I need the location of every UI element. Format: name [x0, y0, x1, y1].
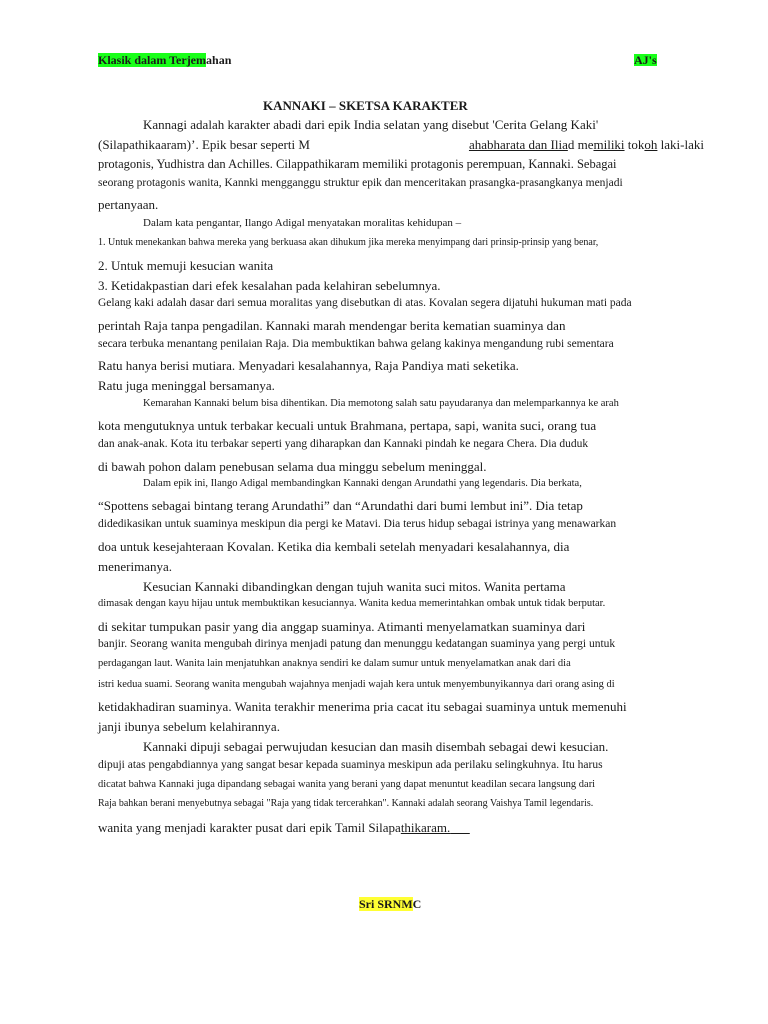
line-17: dan anak-anak. Kota itu terbakar seperti yang diharapkan dan Kannaki pindah ke negara Chera. Dia duduk	[98, 438, 589, 450]
line-19: Dalam epik ini, Ilango Adigal membandingkan Kannaki dengan Arundathi yang legendaris. Dia berkata,	[143, 478, 582, 489]
line-7: 1. Untuk menekankan bahwa mereka yang berkuasa akan dihukum jika mereka menyimpang dari prinsip-prinsip yang benar,	[98, 237, 599, 248]
line-12: secara terbuka menantang penilaian Raja. Dia membuktikan bahwa gelang kakinya mengandung rubi sementara	[98, 338, 614, 350]
line-36: wanita yang menjadi karakter pusat dari epik Tamil Silapathikaram.	[98, 820, 451, 835]
line-1: Kannagi adalah karakter abadi dari epik India selatan yang disebut 'Cerita Gelang Kaki'	[143, 117, 599, 132]
line-22: doa untuk kesejahteraan Kovalan. Ketika dia kembali setelah menyadari kesalahannya, dia	[98, 539, 570, 554]
header-left-highlight: Klasik dalam Terjem	[98, 53, 207, 67]
line-35: Raja bahkan berani menyebutnya sebagai "Raja yang tidak tercerahkan". Kannaki adalah seorang Vaishya Tamil legendaris.	[98, 798, 594, 809]
header-left-rest: ahan	[206, 53, 232, 67]
line-31: janji ibunya sebelum kelahirannya.	[98, 719, 280, 734]
line-6: Dalam kata pengantar, Ilango Adigal menyatakan moralitas kehidupan –	[143, 217, 462, 229]
header-right: AJ's	[634, 53, 657, 67]
line-9: 3. Ketidakpastian dari efek kesalahan pada kelahiran sebelumnya.	[98, 278, 441, 293]
line-5: pertanyaan.	[98, 197, 159, 212]
line-18: di bawah pohon dalam penebusan selama dua minggu sebelum meninggal.	[98, 459, 487, 474]
line-29: istri kedua suami. Seorang wanita mengubah wajahnya menjadi wajah kera untuk menyembunyikannya dari orang asing di	[98, 679, 615, 690]
line-34: dicatat bahwa Kannaki juga dipandang sebagai wanita yang berani yang dapat menuntut keadilan secara langsung dari	[98, 779, 596, 790]
line-32: Kannaki dipuji sebagai perwujudan kesucian dan masih disembah sebagai dewi kesucian.	[143, 739, 609, 754]
line-33: dipuji atas pengabdiannya yang sangat besar kepada suaminya meskipun ada perilaku selingkuhnya. Itu harus	[98, 759, 603, 771]
line-30: ketidakhadiran suaminya. Wanita terakhir menerima pria cacat itu sebagai suaminya untuk memenuhi	[98, 699, 627, 714]
line-8: 2. Untuk memuji kesucian wanita	[98, 258, 274, 273]
footer-rest: C	[412, 897, 422, 911]
line-10: Gelang kaki adalah dasar dari semua moralitas yang disebutkan di atas. Kovalan segera dijatuhi hukuman mati pada	[98, 297, 632, 309]
line-13: Ratu hanya berisi mutiara. Menyadari kesalahannya, Raja Pandiya mati seketika.	[98, 358, 519, 373]
footer-highlight: Sri SRNM	[359, 897, 413, 911]
line-25: dimasak dengan kayu hijau untuk membuktikan kesuciannya. Wanita kedua memerintahkan ombak untuk tidak berputar.	[98, 598, 606, 609]
footer-signature	[359, 898, 421, 910]
line-20: “Spottens sebagai bintang terang Arundathi” dan “Arundathi dari bumi lembut ini”. Dia tetap	[98, 498, 583, 513]
line-28: perdagangan laut. Wanita lain menjatuhkan anaknya sendiri ke dalam sumur untuk menyelamatkan anak dari dia	[98, 658, 571, 669]
line-14: Ratu juga meninggal bersamanya.	[98, 378, 275, 393]
line-23: menerimanya.	[98, 559, 172, 574]
line-24: Kesucian Kannaki dibandingkan dengan tujuh wanita suci mitos. Wanita pertama	[143, 579, 566, 594]
line-15: Kemarahan Kannaki belum bisa dihentikan. Dia memotong salah satu payudaranya dan melemparkannya ke arah	[143, 398, 619, 409]
line-27: banjir. Seorang wanita mengubah dirinya menjadi patung dan menunggu kedatangan suaminya yang pergi untuk	[98, 638, 616, 650]
line-3: protagonis, Yudhistra dan Achilles. Cilappathikaram memiliki protagonis perempuan, Kannaki. Sebagai	[98, 157, 617, 171]
line-2: (Silapathikaaram)’. Epik besar seperti M ahabharata dan Iliad memiliki tokoh laki-laki	[98, 137, 704, 152]
line-16: kota mengutuknya untuk terbakar kecuali untuk Brahmana, pertapa, sapi, wanita suci, orang tua	[98, 418, 597, 433]
line-11: perintah Raja tanpa pengadilan. Kannaki marah mendengar berita kematian suaminya dan	[98, 318, 566, 333]
header-left	[98, 54, 231, 66]
line-4: seorang protagonis wanita, Kannki mengganggu struktur epik dan menceritakan prasangka-prasangkanya menjadi	[98, 177, 623, 189]
page-title: KANNAKI – SKETSA KARAKTER	[263, 98, 468, 113]
line-21: didedikasikan untuk suaminya meskipun dia pergi ke Matavi. Dia terus hidup sebagai istrinya yang menawarkan	[98, 518, 617, 530]
line-26: di sekitar tumpukan pasir yang dia anggap suaminya. Atimanti menyelamatkan suaminya dari	[98, 619, 586, 634]
